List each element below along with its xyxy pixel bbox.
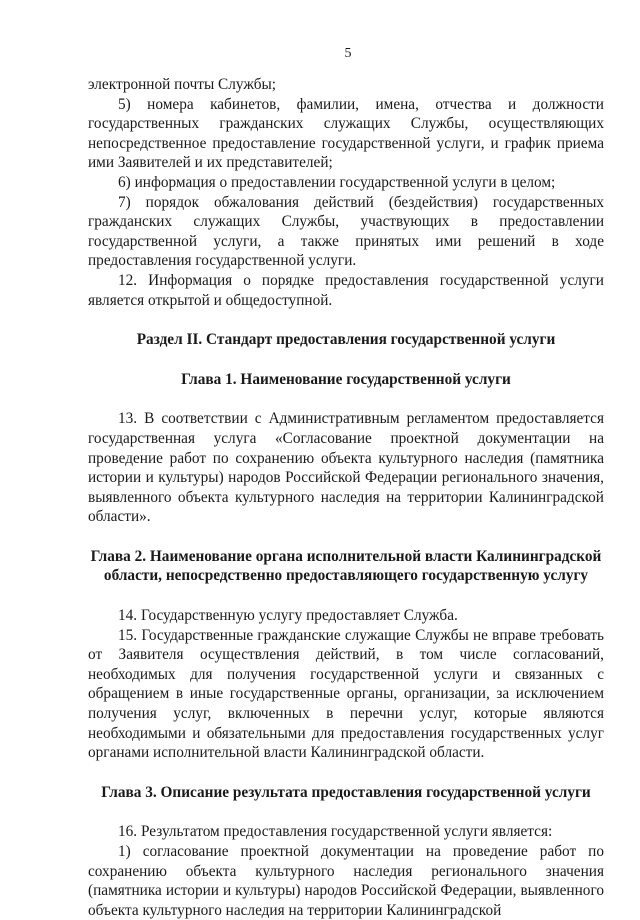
section-heading: Глава 1. Наименование государственной услуги: [181, 370, 511, 388]
section-spacer: [88, 586, 604, 606]
paragraph: 6) информация о предоставлении государственной услуги в целом;: [118, 173, 556, 191]
paragraph: 5) номера кабинетов, фамилии, имена, отчества и должности государственных гражданских служащих Службы, осуществляющих непосредственное предоставление государственной услуги, и график приема ими Заявителей и их представителей;: [88, 95, 604, 172]
paragraph: 12. Информация о порядке предоставления государственной услуги является открытой и общедоступной.: [88, 271, 604, 309]
section-spacer: [88, 527, 604, 547]
section-spacer: [88, 389, 604, 409]
document-body: [88, 75, 604, 920]
section-spacer: [88, 310, 604, 330]
paragraph: 1) согласование проектной документации на проведение работ по сохранению объекта культурного наследия регионального значения (памятника истории и культуры) народов Российской Федерации, выявленного объекта культурного наследия на территории Калининградской: [88, 843, 604, 919]
paragraph: 7) порядок обжалования действий (бездействия) государственных гражданских служащих Службы, участвующих в предоставлении государственной услуги, а также принятых ими решений в ходе предоставления государственной услуги.: [88, 193, 604, 270]
section-heading: Глава 2. Наименование органа исполнительной власти Калининградской области, непосредственно предоставляющего государственную услугу: [90, 547, 602, 585]
paragraph: 16. Результатом предоставления государственной услуги является:: [118, 823, 553, 841]
paragraph: 14. Государственную услугу предоставляет Служба.: [118, 607, 458, 625]
page-number: 5: [344, 46, 352, 61]
section-heading: Глава 3. Описание результата предоставления государственной услуги: [101, 783, 591, 801]
section-spacer: [88, 802, 604, 822]
paragraph: 15. Государственные гражданские служащие Службы не вправе требовать от Заявителя осуществления действий, в том числе согласований, необходимых для получения государственной услуги и связанных с обращением в иные государственные органы, организации, за исключением получения услуг, включенных в перечни услуг, которые являются необходимыми и обязательными для предоставления государственных услуг органами исполнительной власти Калининградской области.: [88, 626, 604, 762]
section-spacer: [88, 350, 604, 370]
paragraph: электронной почты Службы;: [88, 76, 277, 93]
section-heading: Раздел II. Стандарт предоставления государственной услуги: [136, 331, 556, 349]
paragraph: 13. В соответствии с Административным регламентом предоставляется государственная услуга «Согласование проектной документации на проведение работ по сохранению объекта культурного наследия (памятника истории и культуры) народов Российской Федерации регионального значения, выявленного объекта культурного наследия на территории Калининградской области».: [88, 410, 604, 526]
section-spacer: [88, 763, 604, 783]
